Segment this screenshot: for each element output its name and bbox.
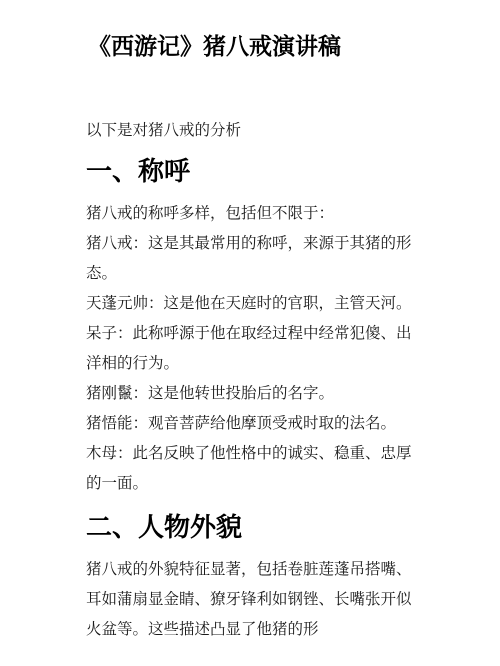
section-heading: 一、称呼 [86, 157, 191, 187]
list-item: 猪悟能：观音菩萨给他摩顶受戒时取的法名。 [86, 414, 397, 432]
list-item: 猪刚鬣：这是他转世投胎后的名字。 [86, 384, 335, 402]
section-titles [86, 150, 426, 498]
list-item: 天蓬元帅：这是他在天庭时的官职，主管天河。 [86, 294, 412, 312]
intro-text: 以下是对猪八戒的分析 [86, 121, 242, 139]
section-appearance [86, 506, 426, 644]
list-item: 呆子：此称呼源于他在取经过程中经常犯傻、出洋相的行为。 [86, 324, 412, 372]
document-body [86, 116, 426, 644]
section-heading: 二、人物外貌 [86, 513, 243, 543]
page-title: 《西游记》猪八戒演讲稿 [88, 34, 341, 60]
list-item: 木母：此名反映了他性格中的诚实、稳重、忠厚的一面。 [86, 444, 412, 492]
section-lead: 猪八戒的外貌特征显著，包括卷脏莲蓬吊搭嘴、耳如蒲扇显金睛、獠牙锋利如钢锉、长嘴张开似火盆等。这些描述凸显了他猪的形 [86, 560, 412, 638]
list-item: 猪八戒：这是其最常用的称呼，来源于其猪的形态。 [86, 234, 412, 282]
section-lead: 猪八戒的称呼多样，包括但不限于： [86, 204, 335, 222]
